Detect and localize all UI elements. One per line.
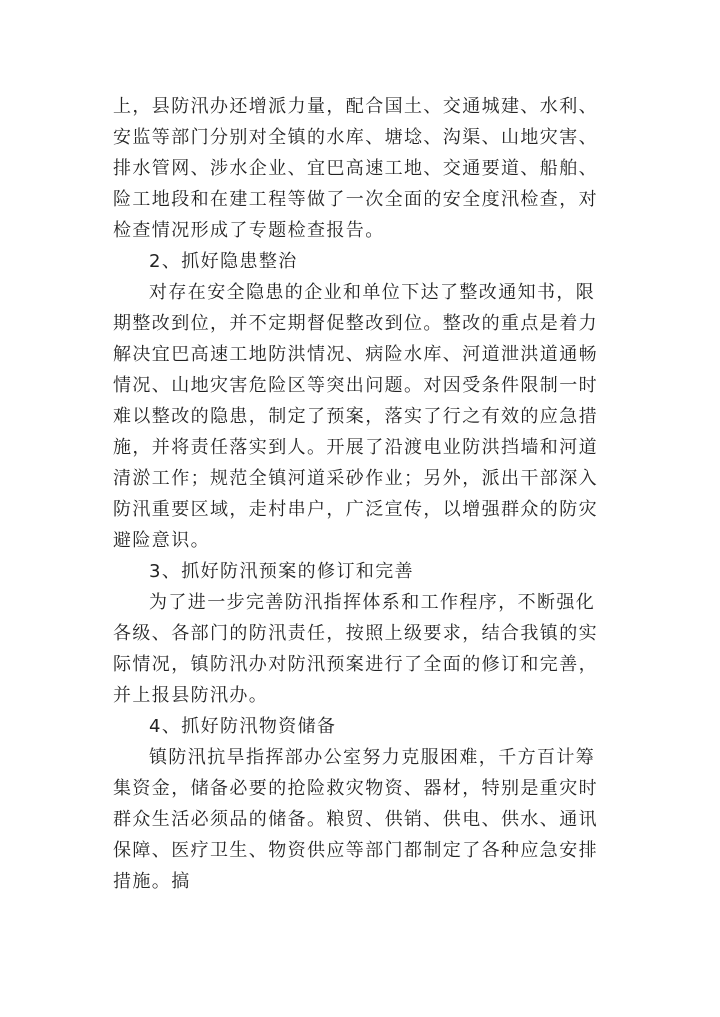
- section-heading-2: 2、抓好隐患整治: [149, 251, 298, 272]
- paragraph-hazard-rectification: 对存在安全隐患的企业和单位下达了整改通知书，限期整改到位，并不定期督促整改到位。整改的重点是着力解决宜巴高速工地防洪情况、病险水库、河道泄洪道通畅情况、山地灾害危险区等突出问题。对因受条件限制一时难以整改的隐患，制定了预案，落实了行之有效的应急措施，并将责任落实到人。开展了沿渡电业防洪挡墙和河道清淤工作；规范全镇河道采砂作业；另外，派出干部深入防汛重要区域，走村串户，广泛宣传，以增强群众的防灾避险意识。: [113, 282, 598, 551]
- paragraph-material-reserve: 镇防汛抗旱指挥部办公室努力克服困难，千方百计筹集资金，储备必要的抢险救灾物资、器材，特别是重灾时群众生活必须品的储备。粮贸、供销、供电、供水、通讯保障、医疗卫生、物资供应等部门都制定了各种应急安排措施。搞: [113, 747, 598, 892]
- paragraph-plan-revision: 为了进一步完善防汛指挥体系和工作程序，不断强化各级、各部门的防汛责任，按照上级要求，结合我镇的实际情况，镇防汛办对防汛预案进行了全面的修订和完善，并上报县防汛办。: [113, 592, 598, 706]
- document-body: [113, 91, 606, 897]
- section-heading-3: 3、抓好防汛预案的修订和完善: [149, 561, 415, 582]
- section-heading-4: 4、抓好防汛物资储备: [149, 716, 337, 737]
- paragraph-continuation: 上，县防汛办还增派力量，配合国土、交通城建、水利、安监等部门分别对全镇的水库、塘埝、沟渠、山地灾害、排水管网、涉水企业、宜巴高速工地、交通要道、船舶、险工地段和在建工程等做了一次全面的安全度汛检查，对检查情况形成了专题检查报告。: [113, 96, 598, 241]
